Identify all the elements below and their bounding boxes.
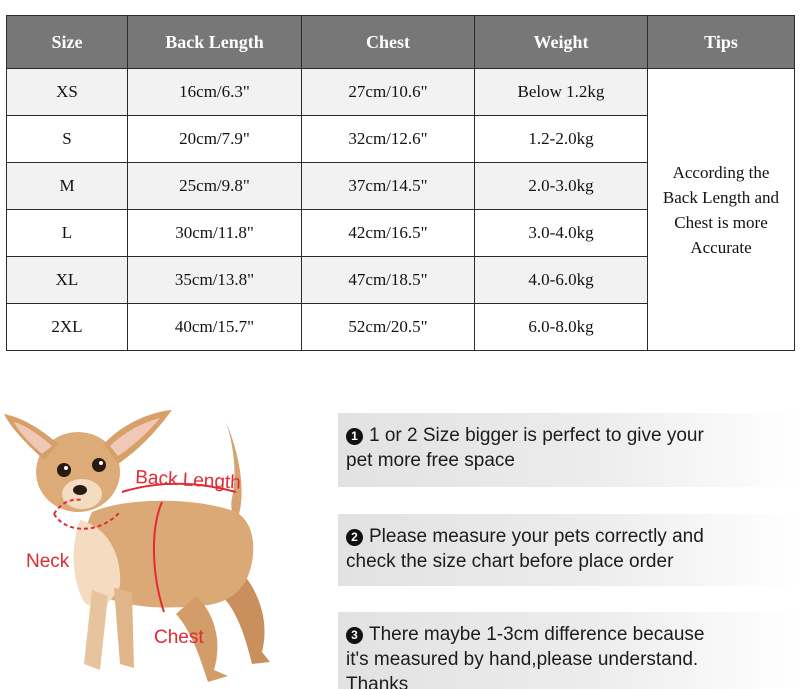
header-back-length: Back Length xyxy=(128,16,302,69)
tip-line xyxy=(346,524,800,549)
cell-weight: 3.0-4.0kg xyxy=(475,210,648,257)
tip-text: There maybe 1-3cm difference because xyxy=(369,624,705,645)
cell-back-length: 30cm/11.8" xyxy=(128,210,302,257)
header-tips: Tips xyxy=(648,16,795,69)
cell-chest: 32cm/12.6" xyxy=(302,116,475,163)
cell-back-length: 16cm/6.3" xyxy=(128,69,302,116)
tips-line: Back Length and xyxy=(662,187,780,207)
tip-line xyxy=(346,423,800,448)
dog-tail xyxy=(226,422,242,518)
tip-text: pet more free space xyxy=(346,450,515,471)
tip-panel xyxy=(338,514,800,586)
neck-label: Neck xyxy=(26,551,70,572)
tip-text: Please measure your pets correctly and xyxy=(369,526,704,547)
cell-size: S xyxy=(7,116,128,163)
dog-measurement-illustration xyxy=(0,400,300,689)
tip-panel xyxy=(338,612,800,689)
cell-size: L xyxy=(7,210,128,257)
tip-text: 1 or 2 Size bigger is perfect to give your xyxy=(369,425,704,446)
tip-line xyxy=(346,622,800,647)
number-badge-icon: 1 xyxy=(346,428,363,445)
cell-back-length: 35cm/13.8" xyxy=(128,257,302,304)
cell-size: M xyxy=(7,163,128,210)
dog-eye-shine xyxy=(64,466,68,470)
tips-cell xyxy=(648,69,795,351)
cell-weight: 4.0-6.0kg xyxy=(475,257,648,304)
dog-nose xyxy=(73,485,87,495)
cell-back-length: 20cm/7.9" xyxy=(128,116,302,163)
size-chart-table xyxy=(6,15,795,351)
dog-eye xyxy=(92,458,106,472)
tip-panel xyxy=(338,413,800,487)
dog-eye-shine xyxy=(99,461,103,465)
dog-front-leg xyxy=(114,588,134,668)
tip-text: check the size chart before place order xyxy=(346,551,674,572)
cell-size: XS xyxy=(7,69,128,116)
cell-chest: 47cm/18.5" xyxy=(302,257,475,304)
header-size: Size xyxy=(7,16,128,69)
table-header-row xyxy=(7,16,795,69)
chest-label: Chest xyxy=(154,627,204,648)
cell-size: XL xyxy=(7,257,128,304)
cell-back-length: 25cm/9.8" xyxy=(128,163,302,210)
number-badge-icon: 2 xyxy=(346,529,363,546)
dog-image xyxy=(0,400,300,689)
back-length-label: Back Length xyxy=(134,467,242,494)
header-weight: Weight xyxy=(475,16,648,69)
tips-line: According the xyxy=(672,162,770,182)
header-chest: Chest xyxy=(302,16,475,69)
tips-line: Accurate xyxy=(690,237,752,257)
cell-weight: 2.0-3.0kg xyxy=(475,163,648,210)
cell-back-length: 40cm/15.7" xyxy=(128,304,302,351)
cell-size: 2XL xyxy=(7,304,128,351)
cell-weight: 6.0-8.0kg xyxy=(475,304,648,351)
dog-eye xyxy=(57,463,71,477)
table-row xyxy=(7,69,795,116)
cell-weight: 1.2-2.0kg xyxy=(475,116,648,163)
cell-chest: 27cm/10.6" xyxy=(302,69,475,116)
tips-line: Chest is more xyxy=(674,212,768,232)
tip-text: it's measured by hand,please understand. xyxy=(346,649,699,670)
cell-weight: Below 1.2kg xyxy=(475,69,648,116)
cell-chest: 42cm/16.5" xyxy=(302,210,475,257)
cell-chest: 37cm/14.5" xyxy=(302,163,475,210)
tip-text: Thanks xyxy=(346,674,409,689)
number-badge-icon: 3 xyxy=(346,627,363,644)
cell-chest: 52cm/20.5" xyxy=(302,304,475,351)
